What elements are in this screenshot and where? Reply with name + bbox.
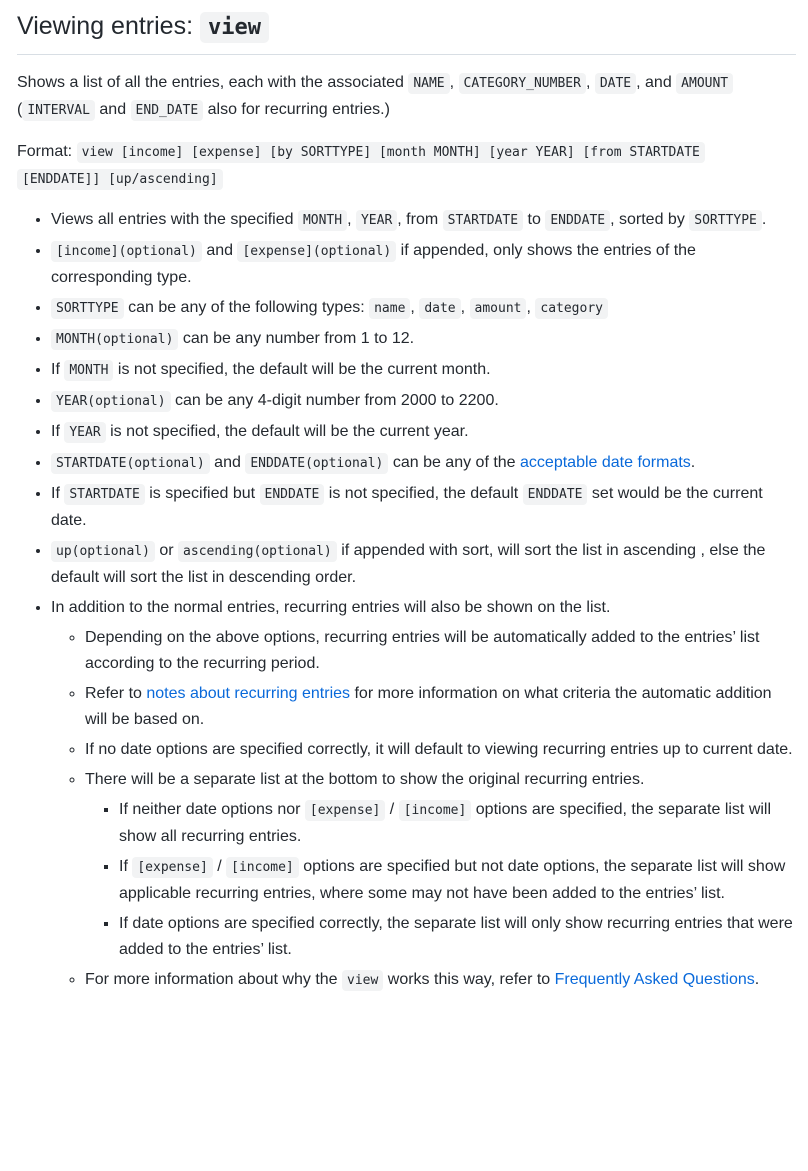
format-code: view [income] [expense] [by SORTTYPE] [month MONTH] [year YEAR] [from STARTDATE <box>77 142 705 163</box>
inline-code: INTERVAL <box>22 100 95 121</box>
list-item: • up(optional) or ascending(optional) if appended with sort, will sort the list in ascending , else the default will sort the list in descending order. <box>51 538 796 591</box>
list-item: • If STARTDATE is specified but ENDDATE is not specified, the default ENDDATE set would be the current date. <box>51 481 796 534</box>
inline-code: SORTTYPE <box>689 210 762 231</box>
inline-code: [income] <box>226 857 299 878</box>
list-item: • In addition to the normal entries, recurring entries will also be shown on the list. ◦ Depending on the above options, recurring entries will be automatically added to the entries’ list according to the recurring period. ◦ Refer to notes about recurring entries for more information on what criteria the automatic addition will be based on. ◦ If no date options are specified correctly, it will default to viewing recurring entries up to current date. ◦ There will be a separate list at the bottom to show the original recurring entries. ▪ If neither date options nor [expense] / [income] options are specified, the separate list will show all recurring entries. ▪ If [expense] / [income] options are specified but not date options, the separate list will show applicable recurring entries, where some may not have been added to the entries’ list. ▪ If date options are specified correctly, the separate list will only show recurring entries that were added to the entries’ list. ◦ For more information about why the view works this way, refer to Frequently Asked Questions. <box>51 595 796 994</box>
inline-code: [expense](optional) <box>237 241 396 262</box>
list-item: • Views all entries with the specified MONTH , YEAR , from STARTDATE to ENDDATE , sorted by SORTTYPE . <box>51 207 796 234</box>
inline-code: SORTTYPE <box>51 298 124 319</box>
list-item: • SORTTYPE can be any of the following types: name , date , amount , category <box>51 295 796 322</box>
list-item: • If MONTH is not specified, the default will be the current month. <box>51 357 796 384</box>
inline-code: AMOUNT <box>676 73 733 94</box>
inline-code: [income] <box>399 800 472 821</box>
nested-item: ▪ If date options are specified correctly, the separate list will only show recurring entries that were added to the entries’ list. <box>119 911 796 963</box>
inline-code: ENDDATE <box>545 210 610 231</box>
inline-code: [expense] <box>305 800 385 821</box>
inline-code: up(optional) <box>51 541 155 562</box>
faq-link[interactable]: Frequently Asked Questions <box>554 971 755 988</box>
list-item: • If YEAR is not specified, the default will be the current year. <box>51 419 796 446</box>
inline-code: STARTDATE(optional) <box>51 453 210 474</box>
recurring-notes-link[interactable]: notes about recurring entries <box>146 685 351 702</box>
inline-code: ENDDATE <box>523 484 588 505</box>
nested-item: ▪ If neither date options nor [expense] / [income] options are specified, the separate list will show all recurring entries. <box>119 797 796 850</box>
list-item: • STARTDATE(optional) and ENDDATE(optional) can be any of the acceptable date formats. <box>51 450 796 477</box>
inline-code: view <box>342 970 383 991</box>
list-item: • YEAR(optional) can be any 4-digit number from 2000 to 2200. <box>51 388 796 415</box>
inline-code: MONTH <box>64 360 113 381</box>
inline-code: DATE <box>595 73 636 94</box>
inline-code: amount <box>470 298 527 319</box>
inline-code: [income](optional) <box>51 241 202 262</box>
list-item: • [income](optional) and [expense](optional) if appended, only shows the entries of the corresponding type. <box>51 238 796 291</box>
inline-code: YEAR <box>64 422 105 443</box>
sublist-item: ◦ There will be a separate list at the bottom to show the original recurring entries. ▪ If neither date options nor [expense] / [income] options are specified, the separate list will show all recurring entries. ▪ If [expense] / [income] options are specified but not date options, the separate list will show applicable recurring entries, where some may not have been added to the entries’ list. ▪ If date options are specified correctly, the separate list will only show recurring entries that were added to the entries’ list. <box>85 767 796 963</box>
date-formats-link[interactable]: acceptable date formats <box>520 454 691 471</box>
inline-code: STARTDATE <box>64 484 144 505</box>
inline-code: YEAR(optional) <box>51 391 171 412</box>
list-item: • MONTH(optional) can be any number from 1 to 12. <box>51 326 796 353</box>
intro-paragraph: Shows a list of all the entries, each with the associated NAME , CATEGORY_NUMBER , DATE , and AMOUNT ( INTERVAL and END_DATE also for recurring entries.) <box>17 70 796 124</box>
inline-code: ENDDATE <box>260 484 325 505</box>
inline-code: date <box>419 298 460 319</box>
inline-code: name <box>369 298 410 319</box>
sublist-item: ◦ Depending on the above options, recurring entries will be automatically added to the entries’ list according to the recurring period. <box>85 625 796 677</box>
sublist-item: ◦ If no date options are specified correctly, it will default to viewing recurring entries up to current date. <box>85 737 796 763</box>
inline-code: NAME <box>408 73 449 94</box>
inline-code: [expense] <box>132 857 212 878</box>
format-paragraph: Format: view [income] [expense] [by SORTTYPE] [month MONTH] [year YEAR] [from STARTDATE [ENDDATE]] [up/ascending] <box>17 139 796 193</box>
inline-code: ENDDATE(optional) <box>245 453 388 474</box>
inline-code: STARTDATE <box>443 210 523 231</box>
inline-code: YEAR <box>356 210 397 231</box>
inline-code: MONTH <box>298 210 347 231</box>
separate-list-sublist <box>85 797 796 963</box>
section-heading: Viewing entries: view <box>17 8 796 55</box>
inline-code: category <box>535 298 608 319</box>
options-list <box>17 207 796 994</box>
recurring-sublist <box>51 625 796 994</box>
sublist-item: ◦ For more information about why the view works this way, refer to Frequently Asked Questions. <box>85 967 796 994</box>
sublist-item: ◦ Refer to notes about recurring entries for more information on what criteria the automatic addition will be based on. <box>85 681 796 733</box>
heading-command-code: view <box>200 12 269 43</box>
nested-item: ▪ If [expense] / [income] options are specified but not date options, the separate list will show applicable recurring entries, where some may not have been added to the entries’ list. <box>119 854 796 907</box>
inline-code: END_DATE <box>131 100 204 121</box>
format-code: [ENDDATE]] [up/ascending] <box>17 169 223 190</box>
inline-code: MONTH(optional) <box>51 329 178 350</box>
inline-code: CATEGORY_NUMBER <box>459 73 586 94</box>
inline-code: ascending(optional) <box>178 541 337 562</box>
